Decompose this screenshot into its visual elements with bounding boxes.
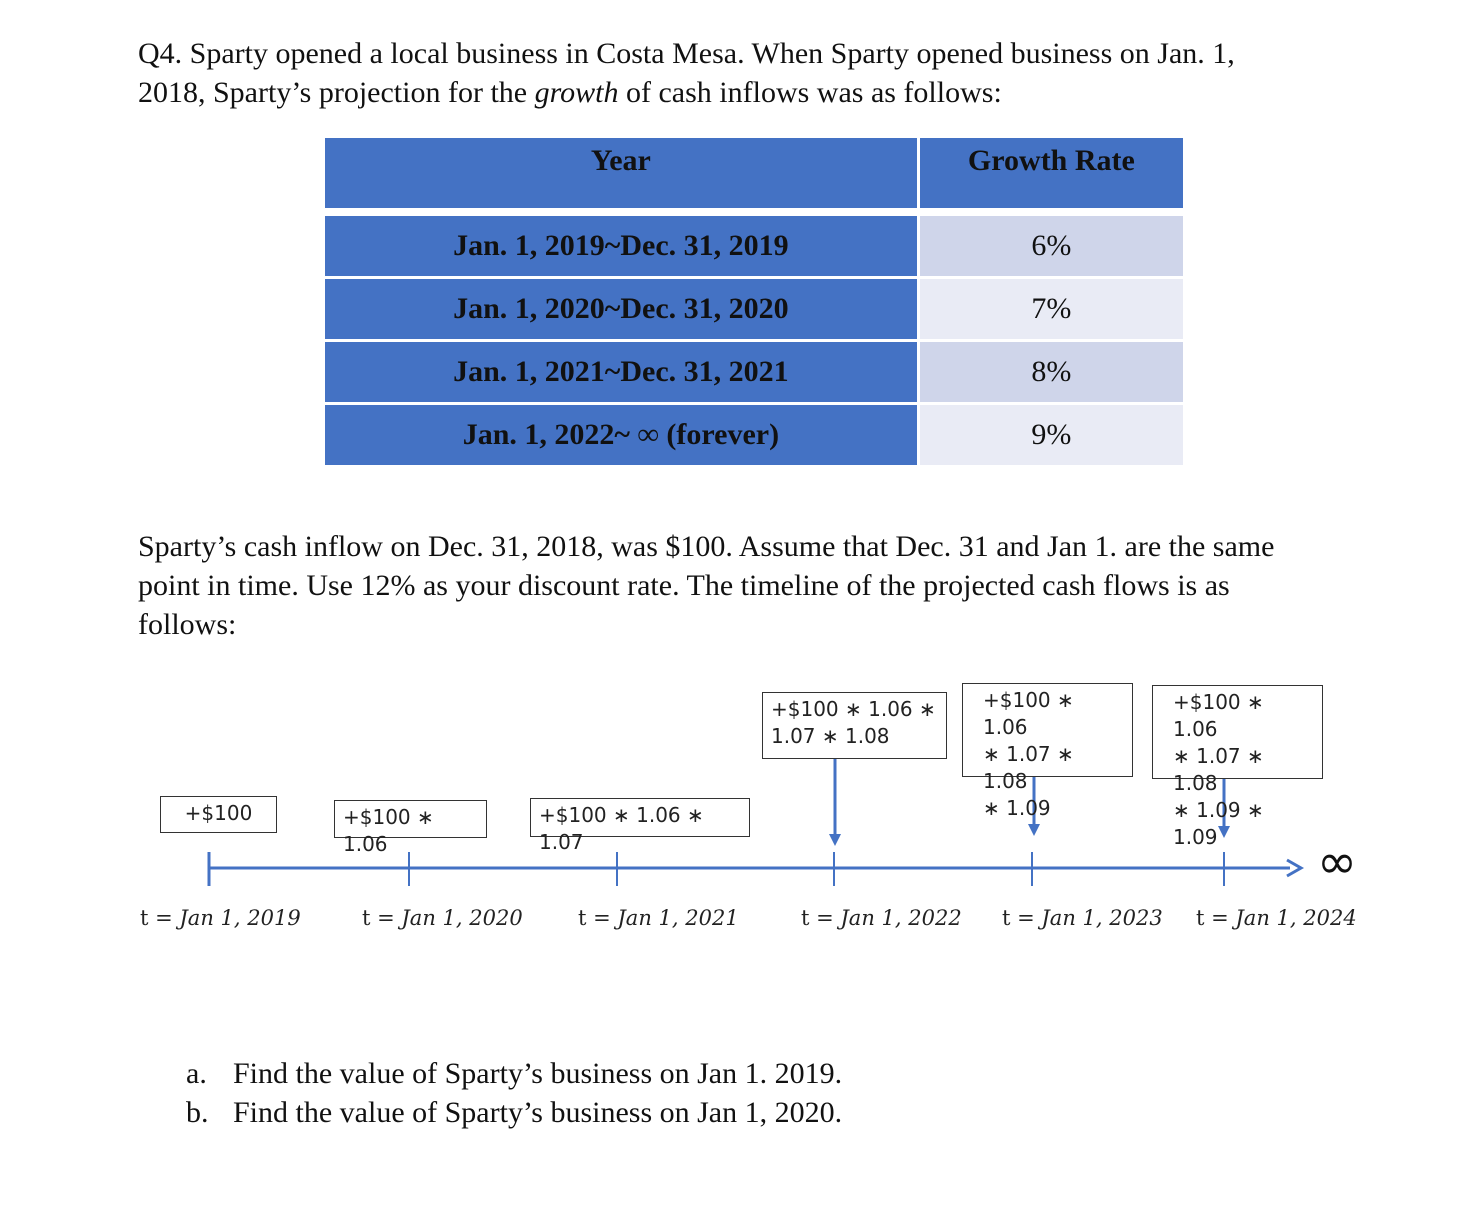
para2-line-1: Sparty’s cash inflow on Dec. 31, 2018, was $100. Assume that Dec. 31 and Jan 1. are the same [138,530,1275,563]
cash-flow-text: +$100 ∗ 1.06 [983,688,1074,739]
year-cell: Jan. 1, 2022~ ∞ (forever) [324,404,919,467]
time-label-date: Jan 1, 2019 [179,906,301,930]
time-label-2022 [801,906,962,930]
cash-flow-box-2021 [530,798,750,854]
rate-cell: 8% [918,341,1184,404]
time-label-date: Jan 1, 2021 [617,906,739,930]
question-marker: a. [186,1057,207,1090]
down-arrowhead-2022 [829,834,841,846]
time-label-2019 [140,906,301,930]
down-arrowhead-2024 [1218,826,1230,838]
time-label-prefix: t = [801,906,841,930]
time-label-2024 [1196,906,1357,930]
cash-flow-box-2019 [160,796,277,833]
cash-flow-text: ∗ 1.07 ∗ 1.08 [1173,744,1264,795]
intro-line-1: Q4. Sparty opened a local business in Costa Mesa. When Sparty opened business on Jan. 1, [138,37,1235,70]
header-growth-rate: Growth Rate [918,137,1184,213]
question-marker: b. [186,1096,209,1129]
list-item [186,1054,842,1093]
time-label-date: Jan 1, 2020 [401,906,523,930]
time-label-2021 [578,906,739,930]
cash-flow-text: ∗ 1.07 ∗ 1.08 [983,742,1074,793]
question-text: Find the value of Sparty’s business on Jan 1, 2020. [233,1096,843,1129]
intro-line-2-post: of cash inflows was as follows: [618,76,1002,109]
cash-flow-text: +$100 ∗ 1.06 [343,805,434,856]
question-list [186,1054,842,1132]
rate-cell: 9% [918,404,1184,467]
cash-flow-box-2020 [334,800,487,856]
time-label-prefix: t = [140,906,180,930]
infinity-symbol: ∞ [1317,834,1357,890]
down-arrowhead-2023 [1028,824,1040,836]
time-label-2023 [1002,906,1163,930]
time-label-prefix: t = [362,906,402,930]
cash-flow-text: +$100 [184,801,253,825]
time-label-date: Jan 1, 2022 [840,906,962,930]
time-label-prefix: t = [1002,906,1042,930]
list-item [186,1093,842,1132]
header-year: Year [324,137,919,213]
cash-flow-text: +$100 ∗ 1.06 ∗ 1.07 [539,803,704,854]
rate-cell: 6% [918,212,1184,278]
cash-flow-box-2023 [962,683,1133,820]
cash-flow-text: ∗ 1.09 ∗ 1.09 [1173,798,1264,849]
time-label-date: Jan 1, 2024 [1235,906,1357,930]
time-label-prefix: t = [1196,906,1236,930]
year-cell: Jan. 1, 2020~Dec. 31, 2020 [324,278,919,341]
cash-flow-text: +$100 ∗ 1.06 [1173,690,1264,741]
cash-flow-box-2022 [762,692,947,759]
cash-flow-text: 1.07 ∗ 1.08 [771,724,890,748]
para2-line-3: follows: [138,608,237,641]
cash-flow-box-2024 [1152,685,1323,849]
rate-cell: 7% [918,278,1184,341]
year-cell: Jan. 1, 2021~Dec. 31, 2021 [324,341,919,404]
year-cell: Jan. 1, 2019~Dec. 31, 2019 [324,212,919,278]
time-label-prefix: t = [578,906,618,930]
intro-line-2-pre: 2018, Sparty’s projection for the [138,76,535,109]
question-text: Find the value of Sparty’s business on Jan 1. 2019. [233,1057,843,1090]
para2-line-2: point in time. Use 12% as your discount rate. The timeline of the projected cash flows is as [138,569,1230,602]
time-label-2020 [362,906,523,930]
cash-flow-text: +$100 ∗ 1.06 ∗ [771,697,936,721]
cash-flow-text: ∗ 1.09 [983,796,1051,820]
intro-growth-emphasis: growth [534,76,619,109]
time-label-date: Jan 1, 2023 [1041,906,1163,930]
